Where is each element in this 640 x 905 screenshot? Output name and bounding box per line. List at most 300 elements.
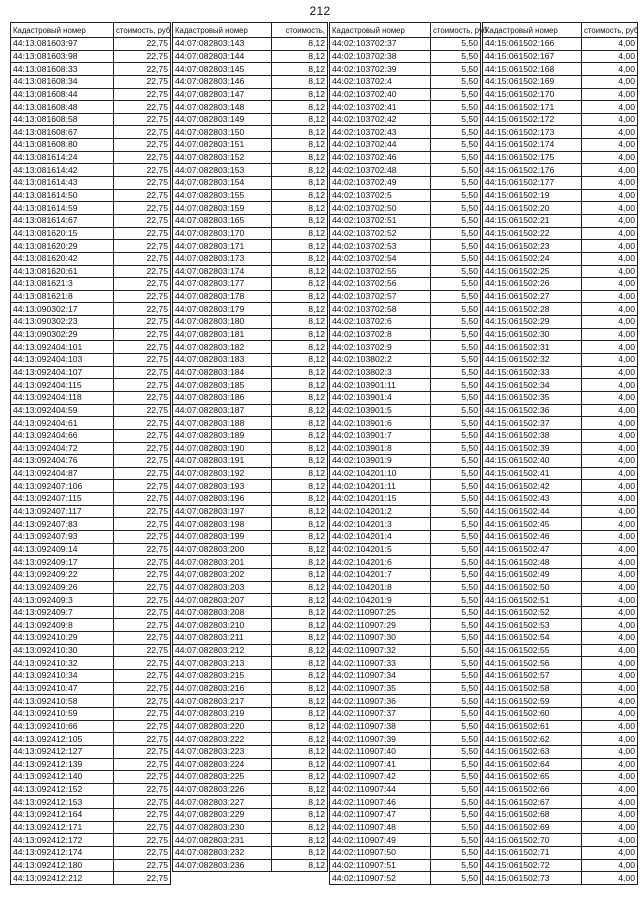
cost-cell: 5,50 — [431, 139, 481, 152]
cost-cell: 22,75 — [114, 682, 171, 695]
table-row — [173, 429, 328, 442]
cadastral-number-cell: 44:02:110907:29 — [330, 619, 431, 632]
cadastral-number-cell: 44:07:082803:236 — [173, 859, 272, 872]
table-row — [173, 530, 328, 543]
table-row — [483, 126, 638, 139]
table-row — [483, 859, 638, 872]
table-row — [330, 113, 481, 126]
cadastral-number-cell: 44:07:082803:153 — [173, 164, 272, 177]
table-row — [11, 606, 171, 619]
cadastral-number-cell: 44:07:082803:232 — [173, 847, 272, 860]
cost-cell: 8,12 — [272, 581, 328, 594]
cost-cell: 8,12 — [272, 429, 328, 442]
cadastral-number-cell: 44:13:092412:172 — [11, 834, 114, 847]
table-row — [483, 796, 638, 809]
table-row — [330, 670, 481, 683]
table-row — [330, 493, 481, 506]
cadastral-number-cell: 44:13:081620:29 — [11, 240, 114, 253]
cadastral-number-cell: 44:07:082803:145 — [173, 63, 272, 76]
cadastral-number-cell: 44:15:061502:41 — [483, 467, 582, 480]
table-row — [330, 278, 481, 291]
table-row — [11, 556, 171, 569]
cadastral-number-cell: 44:15:061502:58 — [483, 682, 582, 695]
table-row — [330, 303, 481, 316]
cadastral-number-cell: 44:15:061502:34 — [483, 379, 582, 392]
cost-cell: 4,00 — [582, 809, 638, 822]
cadastral-number-cell: 44:15:061502:44 — [483, 505, 582, 518]
header-cost: стоимость, руб — [431, 23, 481, 38]
cost-cell: 5,50 — [431, 682, 481, 695]
cadastral-number-cell: 44:13:081608:58 — [11, 113, 114, 126]
cost-cell: 8,12 — [272, 518, 328, 531]
cadastral-number-cell: 44:07:082803:200 — [173, 543, 272, 556]
cadastral-number-cell: 44:13:092410:30 — [11, 644, 114, 657]
cadastral-number-cell: 44:07:082803:192 — [173, 467, 272, 480]
cadastral-number-cell: 44:13:081620:42 — [11, 252, 114, 265]
cost-cell: 22,75 — [114, 189, 171, 202]
cadastral-number-cell: 44:07:082803:216 — [173, 682, 272, 695]
cost-cell: 22,75 — [114, 745, 171, 758]
cost-cell: 8,12 — [272, 847, 328, 860]
table-row — [330, 543, 481, 556]
cost-cell: 4,00 — [582, 821, 638, 834]
cost-cell: 5,50 — [431, 796, 481, 809]
table-row — [173, 682, 328, 695]
cadastral-number-cell: 44:13:092409:14 — [11, 543, 114, 556]
cost-cell: 8,12 — [272, 379, 328, 392]
table-row — [173, 480, 328, 493]
table-row — [11, 568, 171, 581]
table-row — [173, 177, 328, 190]
cadastral-number-cell: 44:13:081614:67 — [11, 214, 114, 227]
cadastral-number-cell: 44:07:082803:183 — [173, 354, 272, 367]
cost-cell: 4,00 — [582, 455, 638, 468]
cost-cell: 5,50 — [431, 771, 481, 784]
cost-cell: 4,00 — [582, 113, 638, 126]
table-row — [11, 316, 171, 329]
cadastral-number-cell: 44:13:092412:153 — [11, 796, 114, 809]
cost-cell: 8,12 — [272, 240, 328, 253]
cost-cell: 5,50 — [431, 493, 481, 506]
table-row — [483, 695, 638, 708]
cost-cell: 5,50 — [431, 556, 481, 569]
table-row — [11, 809, 171, 822]
table-row — [11, 758, 171, 771]
table-row — [173, 164, 328, 177]
cadastral-number-cell: 44:02:110907:30 — [330, 632, 431, 645]
cadastral-number-cell: 44:15:061502:25 — [483, 265, 582, 278]
cadastral-number-cell: 44:13:092407:115 — [11, 493, 114, 506]
cadastral-number-cell: 44:15:061502:55 — [483, 644, 582, 657]
cost-cell: 4,00 — [582, 467, 638, 480]
cost-cell: 8,12 — [272, 50, 328, 63]
cost-cell: 4,00 — [582, 493, 638, 506]
table-row — [330, 682, 481, 695]
table-row — [173, 442, 328, 455]
table-row — [11, 354, 171, 367]
cost-cell: 4,00 — [582, 632, 638, 645]
table-row — [173, 328, 328, 341]
cadastral-number-cell: 44:07:082803:208 — [173, 606, 272, 619]
cost-cell: 5,50 — [431, 38, 481, 51]
cost-cell: 8,12 — [272, 783, 328, 796]
table-row — [173, 101, 328, 114]
cadastral-number-cell: 44:13:081614:42 — [11, 164, 114, 177]
cadastral-number-cell: 44:15:061502:33 — [483, 366, 582, 379]
cadastral-number-cell: 44:07:082803:154 — [173, 177, 272, 190]
cadastral-number-cell: 44:02:103702:44 — [330, 139, 431, 152]
cost-cell: 4,00 — [582, 316, 638, 329]
cost-cell: 8,12 — [272, 771, 328, 784]
cost-cell: 4,00 — [582, 240, 638, 253]
table-row — [330, 126, 481, 139]
cost-cell: 8,12 — [272, 75, 328, 88]
cost-cell: 8,12 — [272, 695, 328, 708]
cadastral-number-cell: 44:02:103702:56 — [330, 278, 431, 291]
table-row — [330, 695, 481, 708]
table-header-row — [483, 23, 638, 38]
cadastral-number-cell: 44:02:104201:7 — [330, 568, 431, 581]
table-row — [11, 379, 171, 392]
cadastral-number-cell: 44:02:103702:52 — [330, 227, 431, 240]
cadastral-number-cell: 44:07:082803:188 — [173, 417, 272, 430]
table-row — [483, 252, 638, 265]
cadastral-number-cell: 44:02:103702:51 — [330, 214, 431, 227]
table-row — [330, 707, 481, 720]
cost-cell: 5,50 — [431, 189, 481, 202]
cost-cell: 5,50 — [431, 670, 481, 683]
cadastral-number-cell: 44:07:082803:173 — [173, 252, 272, 265]
cost-cell: 4,00 — [582, 126, 638, 139]
table-row — [11, 859, 171, 872]
cost-cell: 8,12 — [272, 417, 328, 430]
table-row — [173, 303, 328, 316]
table-row — [173, 139, 328, 152]
cadastral-number-cell: 44:02:104201:4 — [330, 530, 431, 543]
table-row — [11, 252, 171, 265]
table-row — [483, 467, 638, 480]
table-row — [483, 50, 638, 63]
cadastral-number-cell: 44:02:110907:40 — [330, 745, 431, 758]
cadastral-number-cell: 44:13:092407:83 — [11, 518, 114, 531]
table-row — [173, 632, 328, 645]
table-row — [173, 670, 328, 683]
cadastral-number-cell: 44:02:103901:7 — [330, 429, 431, 442]
table-row — [11, 126, 171, 139]
table-row — [330, 872, 481, 885]
cost-cell: 8,12 — [272, 821, 328, 834]
cost-cell: 22,75 — [114, 733, 171, 746]
cadastral-number-cell: 44:02:110907:41 — [330, 758, 431, 771]
cost-cell: 5,50 — [431, 202, 481, 215]
cost-cell: 4,00 — [582, 151, 638, 164]
table-row — [11, 50, 171, 63]
cadastral-number-cell: 44:15:061502:166 — [483, 38, 582, 51]
table-row — [11, 75, 171, 88]
cost-cell: 8,12 — [272, 480, 328, 493]
cost-cell: 8,12 — [272, 594, 328, 607]
cadastral-number-cell: 44:13:092410:34 — [11, 670, 114, 683]
table-row — [11, 771, 171, 784]
table-row — [483, 821, 638, 834]
cost-cell: 8,12 — [272, 467, 328, 480]
cost-cell: 22,75 — [114, 505, 171, 518]
cadastral-number-cell: 44:07:082803:148 — [173, 101, 272, 114]
cost-cell: 8,12 — [272, 568, 328, 581]
table-row — [173, 594, 328, 607]
cost-cell: 4,00 — [582, 101, 638, 114]
table-row — [483, 417, 638, 430]
cost-cell: 22,75 — [114, 341, 171, 354]
cost-cell: 8,12 — [272, 682, 328, 695]
cadastral-number-cell: 44:15:061502:42 — [483, 480, 582, 493]
table-row — [330, 354, 481, 367]
cost-cell: 4,00 — [582, 38, 638, 51]
cost-cell: 8,12 — [272, 151, 328, 164]
cost-cell: 4,00 — [582, 278, 638, 291]
cadastral-number-cell: 44:07:082803:177 — [173, 278, 272, 291]
cost-cell: 5,50 — [431, 505, 481, 518]
cadastral-number-cell: 44:07:082803:222 — [173, 733, 272, 746]
cost-cell: 5,50 — [431, 101, 481, 114]
table-row — [330, 366, 481, 379]
table-row — [11, 632, 171, 645]
cadastral-number-cell: 44:02:103702:39 — [330, 63, 431, 76]
cost-cell: 8,12 — [272, 442, 328, 455]
cost-cell: 8,12 — [272, 303, 328, 316]
cadastral-number-cell: 44:15:061502:49 — [483, 568, 582, 581]
cadastral-number-cell: 44:07:082803:224 — [173, 758, 272, 771]
cadastral-number-cell: 44:02:104201:15 — [330, 493, 431, 506]
cost-cell: 4,00 — [582, 594, 638, 607]
cost-cell: 5,50 — [431, 404, 481, 417]
table-row — [173, 417, 328, 430]
cost-cell: 22,75 — [114, 695, 171, 708]
cadastral-number-cell: 44:15:061502:167 — [483, 50, 582, 63]
cost-cell: 4,00 — [582, 404, 638, 417]
cost-cell: 8,12 — [272, 202, 328, 215]
cost-cell: 5,50 — [431, 341, 481, 354]
cadastral-number-cell: 44:07:082803:174 — [173, 265, 272, 278]
cadastral-number-cell: 44:02:110907:47 — [330, 809, 431, 822]
cadastral-number-cell: 44:13:081603:97 — [11, 38, 114, 51]
table-row — [173, 214, 328, 227]
cadastral-number-cell: 44:07:082803:184 — [173, 366, 272, 379]
table-row — [483, 442, 638, 455]
cadastral-number-cell: 44:13:092412:139 — [11, 758, 114, 771]
table-row — [173, 758, 328, 771]
cost-cell: 8,12 — [272, 796, 328, 809]
cadastral-number-cell: 44:07:082803:171 — [173, 240, 272, 253]
cost-cell: 22,75 — [114, 354, 171, 367]
cadastral-number-cell: 44:13:092412:127 — [11, 745, 114, 758]
table-row — [173, 695, 328, 708]
cost-cell: 5,50 — [431, 290, 481, 303]
cadastral-number-cell: 44:13:092410:58 — [11, 695, 114, 708]
table-row — [173, 126, 328, 139]
cadastral-number-cell: 44:07:082803:143 — [173, 38, 272, 51]
cadastral-number-cell: 44:07:082803:202 — [173, 568, 272, 581]
table-row — [330, 429, 481, 442]
table-row — [11, 429, 171, 442]
table-row — [483, 758, 638, 771]
cadastral-number-cell: 44:07:082803:150 — [173, 126, 272, 139]
cadastral-number-cell: 44:13:092409:7 — [11, 606, 114, 619]
table-row — [11, 707, 171, 720]
table-row — [11, 417, 171, 430]
cadastral-number-cell: 44:07:082803:198 — [173, 518, 272, 531]
table-row — [330, 455, 481, 468]
table-row — [330, 783, 481, 796]
cost-cell: 5,50 — [431, 50, 481, 63]
table-row — [11, 139, 171, 152]
cadastral-number-cell: 44:15:061502:73 — [483, 872, 582, 885]
cost-cell: 8,12 — [272, 38, 328, 51]
cadastral-number-cell: 44:15:061502:45 — [483, 518, 582, 531]
cadastral-number-cell: 44:15:061502:39 — [483, 442, 582, 455]
table-row — [11, 821, 171, 834]
cost-cell: 8,12 — [272, 189, 328, 202]
cadastral-number-cell: 44:13:092404:59 — [11, 404, 114, 417]
cost-cell: 8,12 — [272, 341, 328, 354]
cost-cell: 4,00 — [582, 796, 638, 809]
cadastral-number-cell: 44:15:061502:28 — [483, 303, 582, 316]
cost-cell: 5,50 — [431, 834, 481, 847]
table-row — [483, 113, 638, 126]
cadastral-number-cell: 44:13:092412:180 — [11, 859, 114, 872]
cadastral-number-cell: 44:02:103702:50 — [330, 202, 431, 215]
cadastral-number-cell: 44:02:104201:11 — [330, 480, 431, 493]
cadastral-number-cell: 44:07:082803:207 — [173, 594, 272, 607]
table-row — [11, 101, 171, 114]
cost-cell: 4,00 — [582, 139, 638, 152]
table-row — [11, 290, 171, 303]
table-row — [483, 632, 638, 645]
cost-cell: 22,75 — [114, 619, 171, 632]
cost-cell: 8,12 — [272, 657, 328, 670]
table-row — [483, 455, 638, 468]
cost-cell: 22,75 — [114, 518, 171, 531]
table-row — [483, 177, 638, 190]
cadastral-number-cell: 44:13:092412:171 — [11, 821, 114, 834]
table-row — [330, 442, 481, 455]
table-row — [173, 354, 328, 367]
cost-cell: 22,75 — [114, 556, 171, 569]
table-row — [11, 847, 171, 860]
header-cost: стоимость, руб — [114, 23, 171, 38]
cost-cell: 8,12 — [272, 354, 328, 367]
cadastral-number-cell: 44:07:082803:210 — [173, 619, 272, 632]
cadastral-number-cell: 44:15:061502:47 — [483, 543, 582, 556]
cost-cell: 4,00 — [582, 303, 638, 316]
cadastral-number-cell: 44:02:103702:5 — [330, 189, 431, 202]
cost-cell: 22,75 — [114, 126, 171, 139]
cadastral-table — [10, 22, 171, 885]
table-header-row — [173, 23, 328, 38]
cadastral-number-cell: 44:02:103702:8 — [330, 328, 431, 341]
cost-cell: 5,50 — [431, 821, 481, 834]
table-row — [173, 88, 328, 101]
table-row — [330, 240, 481, 253]
cadastral-number-cell: 44:07:082803:197 — [173, 505, 272, 518]
cadastral-number-cell: 44:13:092409:17 — [11, 556, 114, 569]
table-row — [11, 38, 171, 51]
cost-cell: 4,00 — [582, 745, 638, 758]
cost-cell: 22,75 — [114, 252, 171, 265]
table-row — [11, 619, 171, 632]
cost-cell: 22,75 — [114, 821, 171, 834]
cost-cell: 22,75 — [114, 568, 171, 581]
cadastral-number-cell: 44:13:092410:66 — [11, 720, 114, 733]
table-row — [330, 821, 481, 834]
table-row — [11, 467, 171, 480]
table-header-row — [11, 23, 171, 38]
table-row — [483, 316, 638, 329]
cadastral-number-cell: 44:02:103802:2 — [330, 354, 431, 367]
table-row — [11, 214, 171, 227]
cadastral-number-cell: 44:02:103702:38 — [330, 50, 431, 63]
table-row — [330, 556, 481, 569]
cost-cell: 4,00 — [582, 50, 638, 63]
cadastral-number-cell: 44:15:061502:70 — [483, 834, 582, 847]
cadastral-number-cell: 44:13:081620:15 — [11, 227, 114, 240]
cadastral-number-cell: 44:07:082803:220 — [173, 720, 272, 733]
table-row — [11, 657, 171, 670]
cadastral-number-cell: 44:02:104201:3 — [330, 518, 431, 531]
cost-cell: 5,50 — [431, 113, 481, 126]
cost-cell: 8,12 — [272, 707, 328, 720]
cost-cell: 4,00 — [582, 847, 638, 860]
cadastral-number-cell: 44:15:061502:174 — [483, 139, 582, 152]
cost-cell: 4,00 — [582, 75, 638, 88]
table-row — [11, 63, 171, 76]
cadastral-number-cell: 44:02:103702:9 — [330, 341, 431, 354]
table-row — [173, 543, 328, 556]
cost-cell: 8,12 — [272, 164, 328, 177]
cadastral-number-cell: 44:02:104201:2 — [330, 505, 431, 518]
cost-cell: 22,75 — [114, 151, 171, 164]
cost-cell: 4,00 — [582, 366, 638, 379]
cadastral-number-cell: 44:15:061502:36 — [483, 404, 582, 417]
cost-cell: 5,50 — [431, 543, 481, 556]
cadastral-number-cell: 44:07:082803:229 — [173, 809, 272, 822]
table-row — [173, 75, 328, 88]
cadastral-number-cell: 44:07:082803:201 — [173, 556, 272, 569]
cost-cell: 22,75 — [114, 177, 171, 190]
cost-cell: 5,50 — [431, 151, 481, 164]
cadastral-number-cell: 44:02:110907:33 — [330, 657, 431, 670]
cost-cell: 8,12 — [272, 745, 328, 758]
cadastral-number-cell: 44:15:061502:66 — [483, 783, 582, 796]
cost-cell: 5,50 — [431, 606, 481, 619]
cadastral-number-cell: 44:13:092404:115 — [11, 379, 114, 392]
cost-cell: 4,00 — [582, 227, 638, 240]
cadastral-number-cell: 44:13:092404:87 — [11, 467, 114, 480]
table-row — [483, 404, 638, 417]
cadastral-number-cell: 44:15:061502:177 — [483, 177, 582, 190]
cadastral-number-cell: 44:02:103702:6 — [330, 316, 431, 329]
cadastral-table — [329, 22, 488, 885]
table-row — [173, 859, 328, 872]
cost-cell: 4,00 — [582, 265, 638, 278]
table-row — [330, 644, 481, 657]
table-row — [483, 809, 638, 822]
cost-cell: 4,00 — [582, 771, 638, 784]
header-cadastral-number: Кадастровый номер — [483, 23, 582, 38]
cost-cell: 8,12 — [272, 316, 328, 329]
cost-cell: 5,50 — [431, 657, 481, 670]
cost-cell: 4,00 — [582, 391, 638, 404]
